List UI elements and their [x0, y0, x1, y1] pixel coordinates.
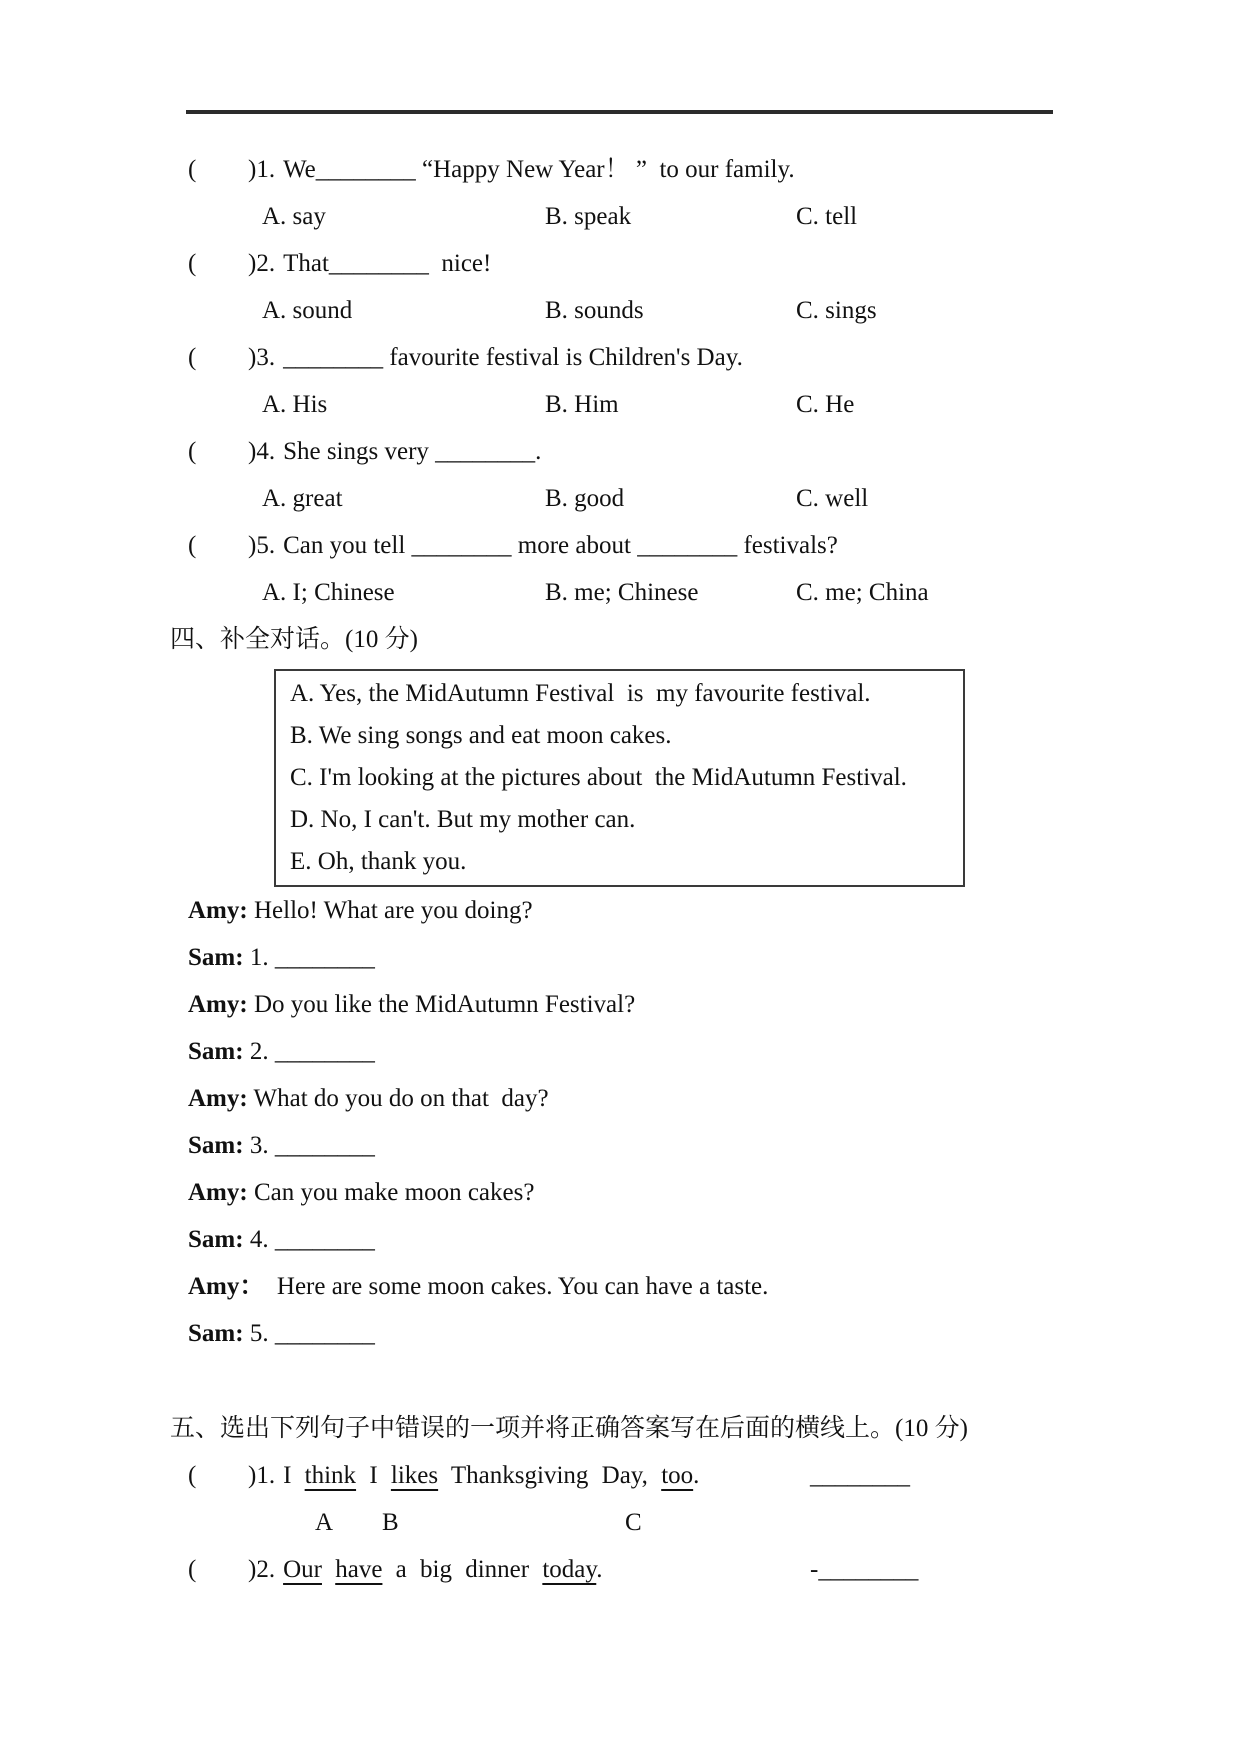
question-row [0, 146, 1241, 193]
correction-answer-blank[interactable]: -________ [810, 1556, 919, 1583]
answer-parentheses[interactable]: ( [188, 1556, 197, 1583]
options-row [0, 287, 1241, 334]
dialogue-section [0, 887, 1241, 1357]
speaker-name: Sam: [188, 944, 244, 971]
sentence-with-underlined-parts [283, 1556, 602, 1583]
sentence-with-underlined-parts [283, 1462, 699, 1489]
choice-letters-row [0, 1499, 1241, 1546]
choice-letter-b: B [382, 1509, 399, 1536]
box-option-line: C. I'm looking at the pictures about the MidAutumn Festival. [290, 764, 907, 791]
dialogue-text: Here are some moon cakes. You can have a taste. [264, 1273, 769, 1300]
error-correction-section [0, 1452, 1241, 1593]
underlined-word: Our [283, 1556, 322, 1583]
sentence-segment [322, 1556, 335, 1583]
question-number: )4. [248, 438, 276, 465]
box-option-line: D. No, I can't. But my mother can. [290, 806, 636, 833]
option-b: B. me; Chinese [545, 579, 699, 606]
option-a: A. I; Chinese [262, 579, 395, 606]
option-a: A. great [262, 485, 343, 512]
box-option-line: B. We sing songs and eat moon cakes. [290, 722, 672, 749]
question-row [0, 1452, 1241, 1499]
option-a: A. say [262, 203, 326, 230]
underlined-word: have [335, 1556, 383, 1583]
dialogue-text: What do you do on that day? [247, 1085, 549, 1112]
speaker-name: Sam: [188, 1226, 244, 1253]
dialogue-text[interactable]: 1. ________ [243, 944, 375, 971]
speaker-name: Sam: [188, 1038, 244, 1065]
dialogue-text: Can you make moon cakes? [247, 1179, 535, 1206]
underlined-word: too [661, 1462, 694, 1489]
options-row [0, 569, 1241, 616]
dialogue-row [0, 1263, 1241, 1310]
question-text: ________ favourite festival is Children's Day. [283, 344, 743, 371]
speaker-name: Amy: [188, 1085, 248, 1112]
question-number: )1. [248, 1462, 276, 1489]
correction-answer-blank[interactable]: ________ [810, 1462, 910, 1489]
dialogue-text: Do you like the MidAutumn Festival? [247, 991, 636, 1018]
option-c: C. tell [796, 203, 858, 230]
question-number: )1. [248, 156, 276, 183]
dialogue-row [0, 887, 1241, 934]
sentence-segment: a big dinner [382, 1556, 543, 1583]
page-content [0, 146, 1241, 1593]
question-row [0, 1546, 1241, 1593]
speaker-name: Amy： [188, 1273, 265, 1300]
question-number: )2. [248, 1556, 276, 1583]
option-b: B. sounds [545, 297, 644, 324]
speaker-name: Sam: [188, 1132, 244, 1159]
answer-parentheses[interactable]: ( [188, 156, 197, 183]
dialogue-answer-options-box [274, 669, 965, 887]
header-divider [186, 110, 1053, 114]
dialogue-row [0, 1169, 1241, 1216]
dialogue-row [0, 1216, 1241, 1263]
speaker-name: Amy: [188, 991, 248, 1018]
question-number: )5. [248, 532, 276, 559]
choice-letter-c: C [625, 1509, 642, 1536]
sentence-segment: I [356, 1462, 391, 1489]
section5-heading: 五、选出下列句子中错误的一项并将正确答案写在后面的横线上。(10 分) [170, 1415, 968, 1442]
dialogue-row [0, 1122, 1241, 1169]
dialogue-text[interactable]: 4. ________ [243, 1226, 375, 1253]
dialogue-row [0, 981, 1241, 1028]
answer-parentheses[interactable]: ( [188, 344, 197, 371]
question-number: )2. [248, 250, 276, 277]
option-b: B. speak [545, 203, 632, 230]
dialogue-row [0, 1310, 1241, 1357]
option-c: C. well [796, 485, 869, 512]
dialogue-text[interactable]: 2. ________ [243, 1038, 375, 1065]
sentence-segment: . [596, 1556, 603, 1583]
question-number: )3. [248, 344, 276, 371]
options-row [0, 193, 1241, 240]
dialogue-text[interactable]: 5. ________ [243, 1320, 375, 1347]
question-text: That________ nice! [283, 250, 492, 277]
speaker-name: Amy: [188, 897, 248, 924]
question-row [0, 428, 1241, 475]
options-row [0, 475, 1241, 522]
answer-parentheses[interactable]: ( [188, 250, 197, 277]
answer-parentheses[interactable]: ( [188, 1462, 197, 1489]
underlined-word: likes [390, 1462, 439, 1489]
question-row [0, 240, 1241, 287]
box-option-line: A. Yes, the MidAutumn Festival is my favourite festival. [290, 680, 871, 707]
options-row [0, 381, 1241, 428]
dialogue-row [0, 1028, 1241, 1075]
multiple-choice-section [0, 146, 1241, 616]
dialogue-text[interactable]: 3. ________ [243, 1132, 375, 1159]
question-text: She sings very ________. [283, 438, 542, 465]
option-c: C. me; China [796, 579, 929, 606]
answer-parentheses[interactable]: ( [188, 438, 197, 465]
section4-heading: 四、补全对话。(10 分) [170, 626, 418, 653]
option-b: B. Him [545, 391, 619, 418]
speaker-name: Sam: [188, 1320, 244, 1347]
dialogue-row [0, 1075, 1241, 1122]
question-text: Can you tell ________ more about ________ festivals? [283, 532, 838, 559]
question-text: We________ “Happy New Year！ ” to our family. [283, 156, 795, 183]
sentence-segment: I [283, 1462, 305, 1489]
option-c: C. sings [796, 297, 877, 324]
sentence-segment: . [693, 1462, 700, 1489]
option-b: B. good [545, 485, 625, 512]
dialogue-text: Hello! What are you doing? [247, 897, 533, 924]
speaker-name: Amy: [188, 1179, 248, 1206]
underlined-word: today [542, 1556, 597, 1583]
option-a: A. His [262, 391, 328, 418]
answer-parentheses[interactable]: ( [188, 532, 197, 559]
dialogue-row [0, 934, 1241, 981]
underlined-word: think [304, 1462, 357, 1489]
box-option-line: E. Oh, thank you. [290, 848, 467, 875]
option-a: A. sound [262, 297, 353, 324]
option-c: C. He [796, 391, 855, 418]
sentence-segment: Thanksgiving Day, [438, 1462, 662, 1489]
choice-letter-a: A [315, 1509, 334, 1536]
question-row [0, 522, 1241, 569]
question-row [0, 334, 1241, 381]
